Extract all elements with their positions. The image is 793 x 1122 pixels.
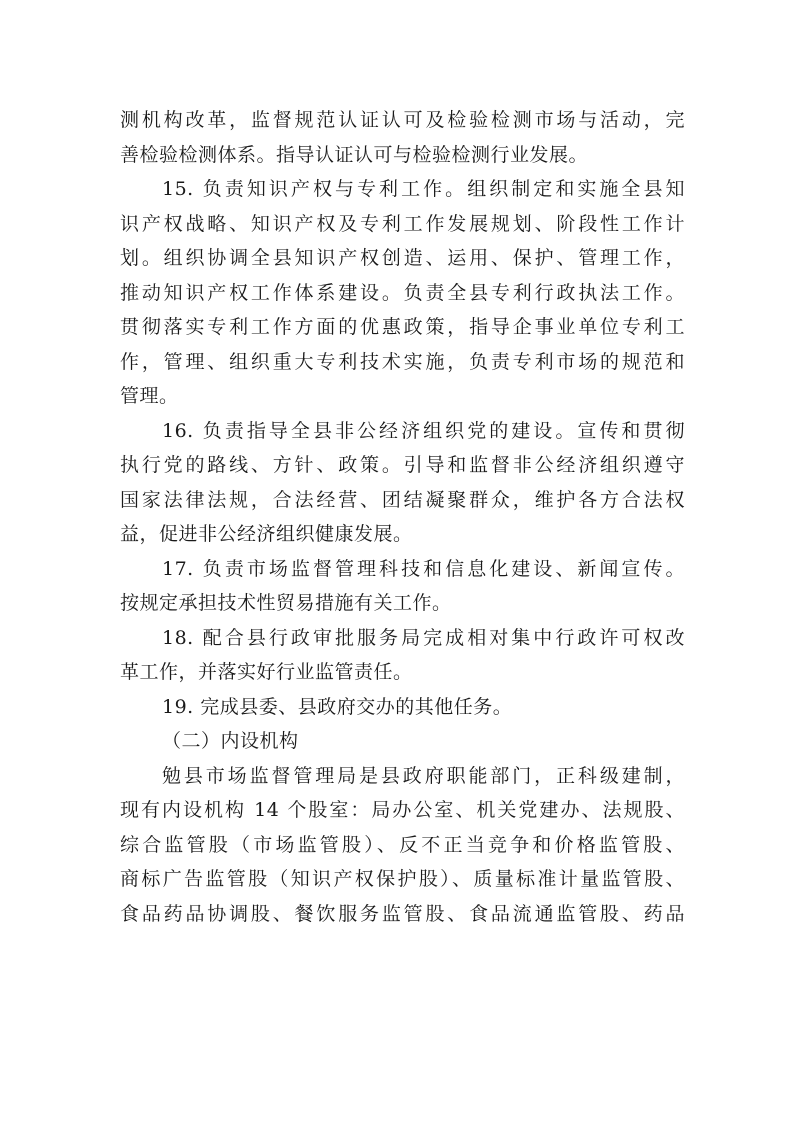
text-line: 19. 完成县委、县政府交办的其他任务。 bbox=[162, 695, 513, 718]
text-line: 15. 负责知识产权与专利工作。组织制定和实施全县知 bbox=[162, 178, 685, 200]
text-line: 食品药品协调股、餐饮服务监管股、食品流通监管股、药品 bbox=[120, 902, 685, 925]
document-body bbox=[120, 103, 685, 931]
paragraph-item-18 bbox=[120, 621, 685, 690]
text-line: 贯彻落实专利工作方面的优惠政策，指导企事业单位专利工 bbox=[120, 316, 685, 338]
text-line: 按规定承担技术性贸易措施有关工作。 bbox=[120, 592, 452, 614]
section-heading: （二）内设机构 bbox=[162, 730, 299, 752]
text-line: 16. 负责指导全县非公经济组织党的建设。宣传和贯彻 bbox=[162, 419, 685, 442]
text-line: 执行党的路线、方针、政策。引导和监督非公经济组织遵守 bbox=[120, 454, 685, 476]
text-line: 作，管理、组织重大专利技术实施，负责专利市场的规范和 bbox=[120, 350, 685, 373]
text-line: 勉县市场监督管理局是县政府职能部门，正科级建制， bbox=[162, 764, 685, 787]
text-line: 管理。 bbox=[120, 385, 179, 407]
text-line: 现有内设机构 14 个股室：局办公室、机关党建办、法规股、 bbox=[120, 799, 685, 821]
text-line: 测机构改革，监督规范认证认可及检验检测市场与活动，完 bbox=[120, 109, 685, 131]
paragraph-continuation bbox=[120, 103, 685, 172]
paragraph-item-19 bbox=[120, 690, 685, 725]
text-line: 17. 负责市场监督管理科技和信息化建设、新闻宣传。 bbox=[162, 557, 685, 580]
paragraph-item-17 bbox=[120, 552, 685, 621]
text-line: 善检验检测体系。指导认证认可与检验检测行业发展。 bbox=[120, 143, 589, 166]
paragraph-item-15 bbox=[120, 172, 685, 414]
paragraph-internal-organs bbox=[120, 759, 685, 932]
text-line: 综合监管股（市场监管股）、反不正当竞争和价格监管股、 bbox=[120, 833, 685, 856]
text-line: 商标广告监管股（知识产权保护股）、质量标准计量监管股、 bbox=[120, 868, 685, 890]
text-line: 国家法律法规，合法经营、团结凝聚群众，维护各方合法权 bbox=[120, 488, 685, 511]
paragraph-item-16 bbox=[120, 414, 685, 552]
text-line: 革工作，并落实好行业监管责任。 bbox=[120, 661, 413, 683]
text-line: 推动知识产权工作体系建设。负责全县专利行政执法工作。 bbox=[120, 281, 685, 304]
text-line: 18. 配合县行政审批服务局完成相对集中行政许可权改 bbox=[162, 626, 685, 649]
text-line: 识产权战略、知识产权及专利工作发展规划、阶段性工作计 bbox=[120, 212, 685, 235]
text-line: 划。组织协调全县知识产权创造、运用、保护、管理工作， bbox=[120, 247, 685, 269]
text-line: 益，促进非公经济组织健康发展。 bbox=[120, 523, 413, 545]
